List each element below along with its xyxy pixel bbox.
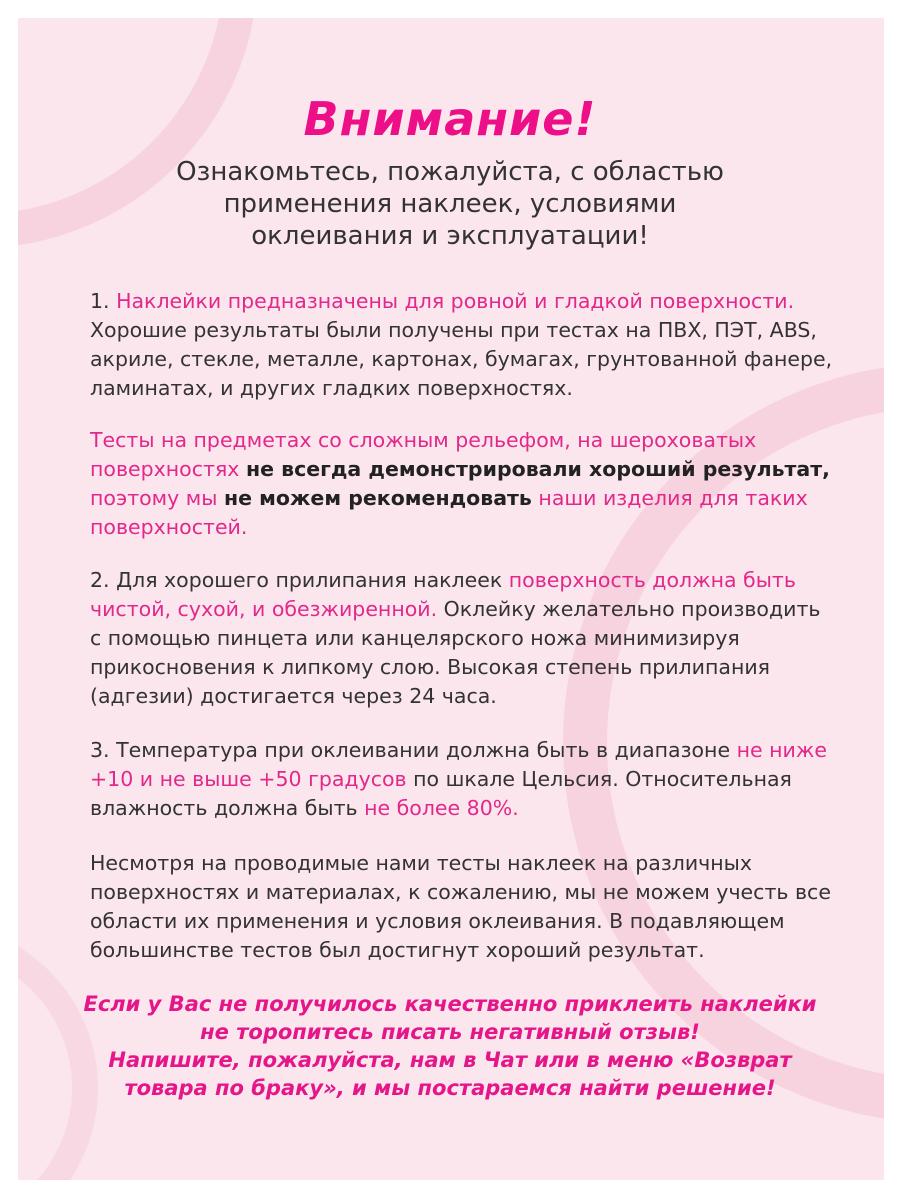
page-title: Внимание!: [303, 92, 597, 146]
highlight-text: не ниже: [736, 738, 827, 762]
text-line: ламинатах, и других гладких поверхностях.: [90, 376, 573, 400]
closing-line: товара по браку», и мы постараемся найти решение!: [124, 1076, 776, 1100]
highlight-text: не более 80%.: [364, 796, 519, 820]
plain-text: 3. Температура при оклеивании должна быть в диапазоне: [90, 738, 737, 762]
paragraph-rough-surfaces: [90, 426, 850, 542]
highlight-text: Наклейки предназначены для ровной и гладкой поверхности.: [116, 289, 795, 313]
plain-text: 2. Для хорошего прилипания наклеек: [90, 568, 509, 592]
text-line: [90, 794, 850, 823]
text-line: с помощью пинцета или канцелярского ножа минимизируя: [90, 626, 740, 650]
text-line: Хорошие результаты были получены при тестах на ПВХ, ПЭТ, ABS,: [90, 318, 817, 342]
highlight-text: поверхностях: [90, 457, 246, 481]
plain-text: Оклейку желательно производить: [437, 597, 821, 621]
highlight-text: +10 и не выше +50 градусов: [90, 767, 407, 791]
text-line: [90, 595, 850, 624]
text-line: поверхностях и материалах, к сожалению, мы не можем учесть все: [90, 880, 831, 904]
plain-text: по шкале Цельсия. Относительная: [406, 767, 792, 791]
text-line: [90, 287, 850, 316]
text-line: [90, 455, 850, 484]
text-line: [90, 736, 850, 765]
paragraph-adhesion: [90, 566, 850, 711]
closing-line: Напишите, пожалуйста, нам в Чат или в меню «Возврат: [108, 1048, 792, 1072]
text-line: поверхностей.: [90, 515, 248, 539]
list-number: 1.: [90, 289, 117, 313]
paragraph-disclaimer: [90, 849, 850, 965]
highlight-text: чистой, сухой, и обезжиренной.: [90, 597, 438, 621]
subtitle-line: применения наклеек, условиями: [223, 189, 677, 219]
closing-note: [0, 990, 900, 1102]
text-line: [90, 484, 850, 513]
highlight-text: поэтому мы: [90, 486, 224, 510]
bold-text: не можем рекомендовать: [223, 486, 532, 510]
text-line: области их применения и условия оклеивания. В подавляющем: [90, 909, 785, 933]
subtitle-line: оклеивания и эксплуатации!: [251, 221, 649, 251]
text-line: [90, 765, 850, 794]
subtitle-line: Ознакомьтесь, пожалуйста, с областью: [176, 157, 724, 187]
paragraph-surfaces: [90, 287, 850, 403]
text-line: акриле, стекле, металле, картонах, бумагах, грунтованной фанере,: [90, 347, 833, 371]
text-line: большинстве тестов был достигнут хороший результат.: [90, 938, 705, 962]
text-line: [90, 566, 850, 595]
bold-text: не всегда демонстрировали хороший результат,: [245, 457, 830, 481]
highlight-text: наши изделия для таких: [531, 486, 808, 510]
text-line: прикосновения к липкому слою. Высокая степень прилипания: [90, 655, 771, 679]
closing-line: не торопитесь писать негативный отзыв!: [200, 1020, 700, 1044]
plain-text: влажность должна быть: [90, 796, 365, 820]
highlight-text: поверхность должна быть: [508, 568, 796, 592]
text-line: Тесты на предметах со сложным рельефом, на шероховатых: [90, 428, 757, 452]
text-line: Несмотря на проводимые нами тесты наклеек на различных: [90, 851, 752, 875]
text-line: (адгезии) достигается через 24 часа.: [90, 684, 497, 708]
closing-line: Если у Вас не получилось качественно приклеить наклейки: [83, 992, 817, 1016]
paragraph-temperature: [90, 736, 850, 823]
subtitle: [0, 156, 900, 252]
